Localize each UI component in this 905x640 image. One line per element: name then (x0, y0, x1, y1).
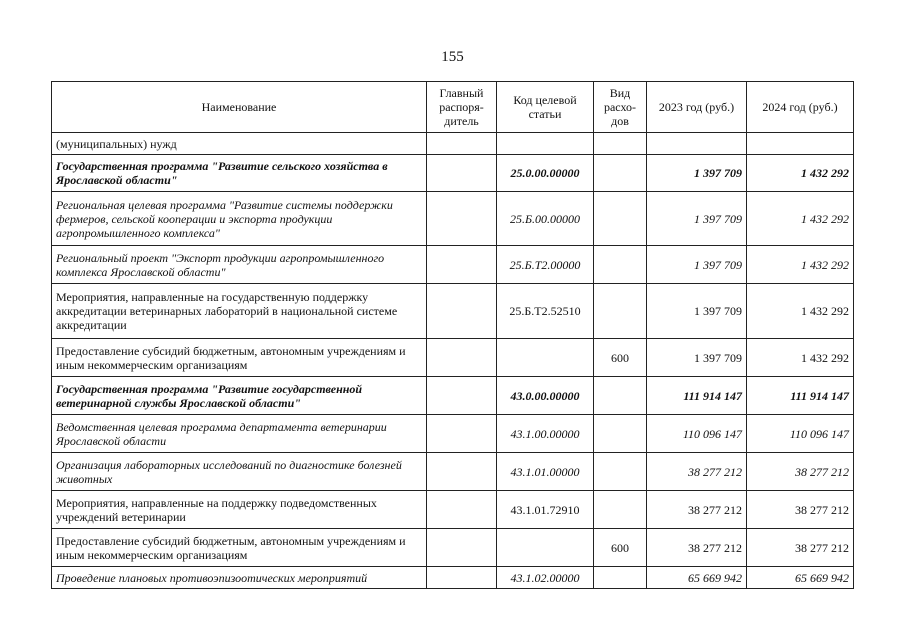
row-manager (427, 246, 497, 284)
row-code: 43.1.02.00000 (497, 567, 594, 589)
row-kind (594, 155, 647, 192)
row-2024: 1 432 292 (747, 192, 854, 246)
row-kind: 600 (594, 529, 647, 567)
row-kind (594, 133, 647, 155)
table-row (52, 192, 854, 246)
table-row (52, 529, 854, 567)
row-name: Предоставление субсидий бюджетным, автономным учреждениям и иным некоммерческим организациям (52, 339, 427, 377)
row-2023: 111 914 147 (647, 377, 747, 415)
row-2023: 38 277 212 (647, 491, 747, 529)
row-name: (муниципальных) нужд (52, 133, 427, 155)
row-2024: 38 277 212 (747, 529, 854, 567)
row-manager (427, 133, 497, 155)
row-code: 43.1.01.72910 (497, 491, 594, 529)
row-name: Региональный проект "Экспорт продукции агропромышленного комплекса Ярославской области" (52, 246, 427, 284)
table-row (52, 284, 854, 339)
header-kind: Вид расхо-дов (594, 82, 647, 133)
row-manager (427, 377, 497, 415)
table-row (52, 453, 854, 491)
row-2024: 1 432 292 (747, 246, 854, 284)
table-row (52, 155, 854, 192)
header-2024: 2024 год (руб.) (747, 82, 854, 133)
row-manager (427, 284, 497, 339)
row-name: Предоставление субсидий бюджетным, автономным учреждениям и иным некоммерческим организациям (52, 529, 427, 567)
row-2024: 65 669 942 (747, 567, 854, 589)
row-2024: 111 914 147 (747, 377, 854, 415)
row-manager (427, 529, 497, 567)
table-row (52, 491, 854, 529)
row-2023: 1 397 709 (647, 192, 747, 246)
row-code: 43.0.00.00000 (497, 377, 594, 415)
row-2023: 38 277 212 (647, 453, 747, 491)
row-2023: 1 397 709 (647, 155, 747, 192)
row-name: Государственная программа "Развитие сельского хозяйства в Ярославской области" (52, 155, 427, 192)
row-code (497, 133, 594, 155)
row-name: Мероприятия, направленные на поддержку подведомственных учреждений ветеринарии (52, 491, 427, 529)
row-kind (594, 415, 647, 453)
row-name: Региональная целевая программа "Развитие системы поддержки фермеров, сельской кооперации и экспорта продукции агропромышленного комплекса" (52, 192, 427, 246)
row-code: 25.Б.00.00000 (497, 192, 594, 246)
table-row (52, 339, 854, 377)
row-2024 (747, 133, 854, 155)
row-2023: 1 397 709 (647, 246, 747, 284)
row-2024: 110 096 147 (747, 415, 854, 453)
row-code: 43.1.01.00000 (497, 453, 594, 491)
row-2023: 65 669 942 (647, 567, 747, 589)
row-kind (594, 192, 647, 246)
row-name: Мероприятия, направленные на государственную поддержку аккредитации ветеринарных лабораторий в национальной системе аккредитации (52, 284, 427, 339)
row-2024: 1 432 292 (747, 339, 854, 377)
header-code: Код целевой статьи (497, 82, 594, 133)
table-header-row (52, 82, 854, 133)
row-code: 25.Б.Т2.52510 (497, 284, 594, 339)
row-name: Ведомственная целевая программа департамента ветеринарии Ярославской области (52, 415, 427, 453)
row-manager (427, 567, 497, 589)
row-name: Государственная программа "Развитие государственной ветеринарной службы Ярославской области" (52, 377, 427, 415)
row-2024: 38 277 212 (747, 491, 854, 529)
budget-table (51, 81, 854, 589)
row-manager (427, 192, 497, 246)
row-2023: 1 397 709 (647, 339, 747, 377)
row-2024: 38 277 212 (747, 453, 854, 491)
row-manager (427, 415, 497, 453)
row-kind (594, 491, 647, 529)
row-manager (427, 453, 497, 491)
table-row (52, 415, 854, 453)
row-kind: 600 (594, 339, 647, 377)
page-number: 155 (441, 49, 464, 65)
row-2024: 1 432 292 (747, 284, 854, 339)
row-kind (594, 377, 647, 415)
table-row (52, 567, 854, 589)
row-manager (427, 339, 497, 377)
header-2023: 2023 год (руб.) (647, 82, 747, 133)
table-row (52, 133, 854, 155)
row-kind (594, 453, 647, 491)
row-2024: 1 432 292 (747, 155, 854, 192)
row-2023: 110 096 147 (647, 415, 747, 453)
row-name: Проведение плановых противоэпизоотических мероприятий (52, 567, 427, 589)
row-manager (427, 155, 497, 192)
row-2023: 1 397 709 (647, 284, 747, 339)
row-kind (594, 246, 647, 284)
row-2023: 38 277 212 (647, 529, 747, 567)
header-manager: Главный распоря-дитель (427, 82, 497, 133)
header-name: Наименование (52, 82, 427, 133)
row-code (497, 339, 594, 377)
row-code: 25.Б.Т2.00000 (497, 246, 594, 284)
row-name: Организация лабораторных исследований по диагностике болезней животных (52, 453, 427, 491)
row-manager (427, 491, 497, 529)
row-code (497, 529, 594, 567)
table-row (52, 377, 854, 415)
table-row (52, 246, 854, 284)
row-code: 25.0.00.00000 (497, 155, 594, 192)
row-kind (594, 567, 647, 589)
row-kind (594, 284, 647, 339)
row-2023 (647, 133, 747, 155)
row-code: 43.1.00.00000 (497, 415, 594, 453)
